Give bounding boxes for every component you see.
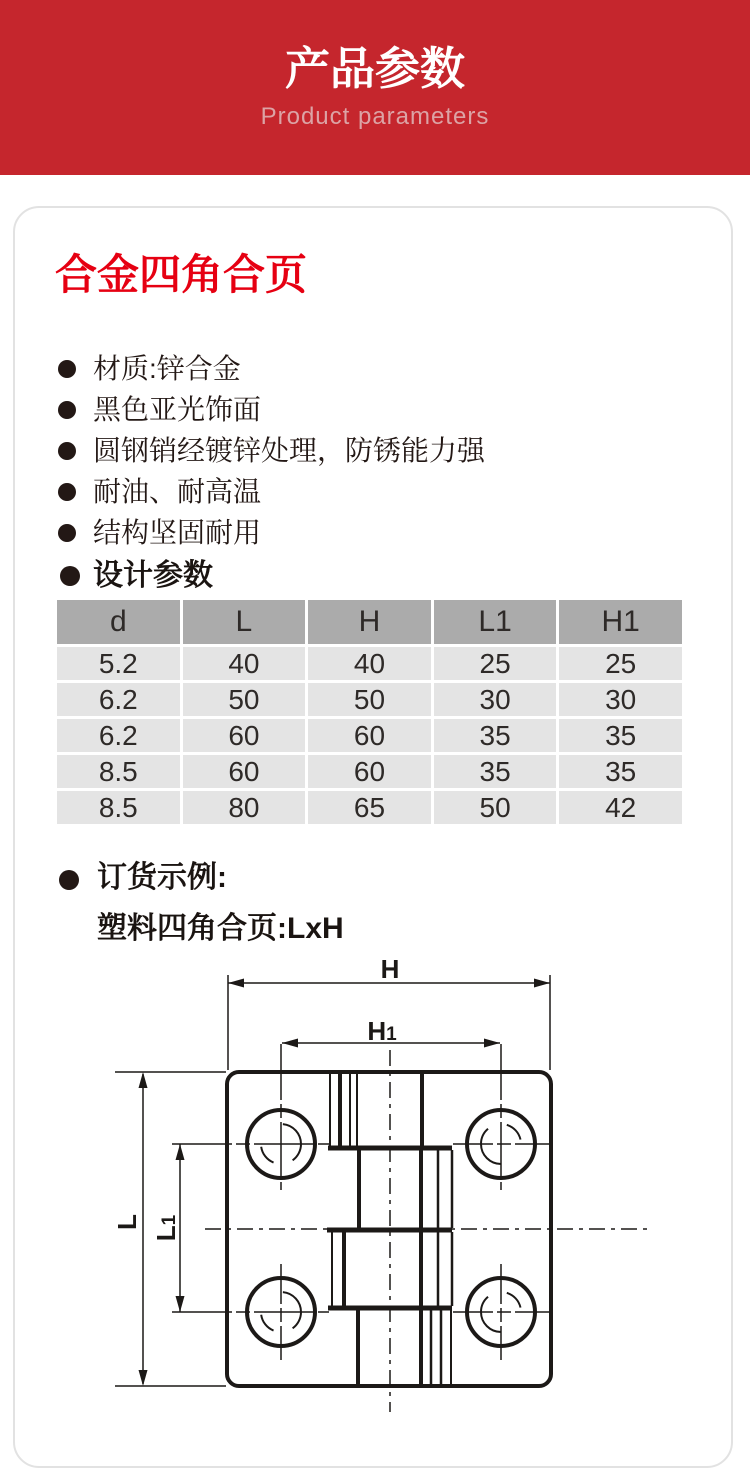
dimension-label-H: H bbox=[380, 954, 400, 984]
cell-h1: 42 bbox=[558, 790, 684, 826]
bullet-icon bbox=[58, 483, 76, 501]
bullet-icon bbox=[60, 566, 80, 586]
product-spec-card bbox=[13, 206, 733, 1468]
column-header-d: d bbox=[56, 599, 182, 646]
banner-title: 产品参数 bbox=[284, 43, 465, 94]
spec-table-header-row bbox=[56, 599, 684, 646]
cell-d: 6.2 bbox=[56, 718, 182, 754]
cell-l1: 35 bbox=[432, 718, 558, 754]
cell-l1: 30 bbox=[432, 682, 558, 718]
cell-l: 80 bbox=[181, 790, 307, 826]
feature-item bbox=[58, 471, 485, 512]
cell-d: 6.2 bbox=[56, 682, 182, 718]
cell-d: 8.5 bbox=[56, 754, 182, 790]
dimension-label-H1: H1 bbox=[367, 1016, 397, 1046]
table-row bbox=[56, 754, 684, 790]
column-header-h1: H1 bbox=[558, 599, 684, 646]
product-title: 合金四角合页 bbox=[55, 251, 308, 298]
cell-h1: 25 bbox=[558, 646, 684, 682]
cell-h1: 35 bbox=[558, 754, 684, 790]
cell-h: 65 bbox=[307, 790, 433, 826]
bullet-icon bbox=[58, 401, 76, 419]
feature-list bbox=[58, 348, 485, 553]
spec-table-body bbox=[56, 646, 684, 826]
feature-text: 黑色亚光饰面 bbox=[93, 393, 262, 425]
knuckle-section-bottom bbox=[358, 1308, 451, 1384]
table-row bbox=[56, 646, 684, 682]
cell-h1: 30 bbox=[558, 682, 684, 718]
cell-l: 50 bbox=[181, 682, 307, 718]
feature-item bbox=[58, 430, 485, 471]
design-parameters-label: 设计参数 bbox=[93, 559, 213, 592]
banner-subtitle: Product parameters bbox=[260, 103, 490, 130]
cell-l: 60 bbox=[181, 754, 307, 790]
column-header-h: H bbox=[307, 599, 433, 646]
feature-text: 材质:锌合金 bbox=[93, 352, 241, 384]
feature-text: 耐油、耐高温 bbox=[93, 475, 262, 507]
knuckle-section-lower-mid bbox=[332, 1230, 452, 1308]
knuckle-section-top bbox=[330, 1074, 422, 1148]
feature-item bbox=[58, 389, 485, 430]
knuckle-section-upper-mid bbox=[359, 1148, 452, 1230]
feature-text: 结构坚固耐用 bbox=[93, 516, 262, 548]
bullet-icon bbox=[58, 524, 76, 542]
design-parameters-heading bbox=[60, 559, 213, 593]
cell-l1: 35 bbox=[432, 754, 558, 790]
cell-l1: 50 bbox=[432, 790, 558, 826]
cell-d: 8.5 bbox=[56, 790, 182, 826]
cell-l: 60 bbox=[181, 718, 307, 754]
cell-h: 60 bbox=[307, 754, 433, 790]
cell-h1: 35 bbox=[558, 718, 684, 754]
order-example-section bbox=[59, 863, 344, 944]
dimension-label-L1: L1 bbox=[151, 1214, 181, 1242]
cell-l: 40 bbox=[181, 646, 307, 682]
column-header-l: L bbox=[181, 599, 307, 646]
bullet-icon bbox=[58, 360, 76, 378]
table-row bbox=[56, 682, 684, 718]
cell-l1: 25 bbox=[432, 646, 558, 682]
table-row bbox=[56, 718, 684, 754]
cell-h: 50 bbox=[307, 682, 433, 718]
column-header-l1: L1 bbox=[432, 599, 558, 646]
dimension-label-L: L bbox=[112, 1214, 142, 1230]
table-row bbox=[56, 790, 684, 826]
cell-d: 5.2 bbox=[56, 646, 182, 682]
product-parameters-banner bbox=[0, 0, 750, 175]
bullet-icon bbox=[59, 870, 79, 890]
cell-h: 60 bbox=[307, 718, 433, 754]
feature-item bbox=[58, 512, 485, 553]
feature-text: 圆钢销经镀锌处理，防锈能力强 bbox=[93, 434, 486, 466]
feature-item bbox=[58, 348, 485, 389]
spec-table bbox=[54, 597, 685, 827]
bullet-icon bbox=[58, 442, 76, 460]
order-example-heading: 订货示例: bbox=[97, 861, 227, 894]
cell-h: 40 bbox=[307, 646, 433, 682]
order-example-formula: 塑料四角合页:LxH bbox=[97, 912, 344, 945]
hinge-technical-drawing bbox=[0, 945, 750, 1465]
